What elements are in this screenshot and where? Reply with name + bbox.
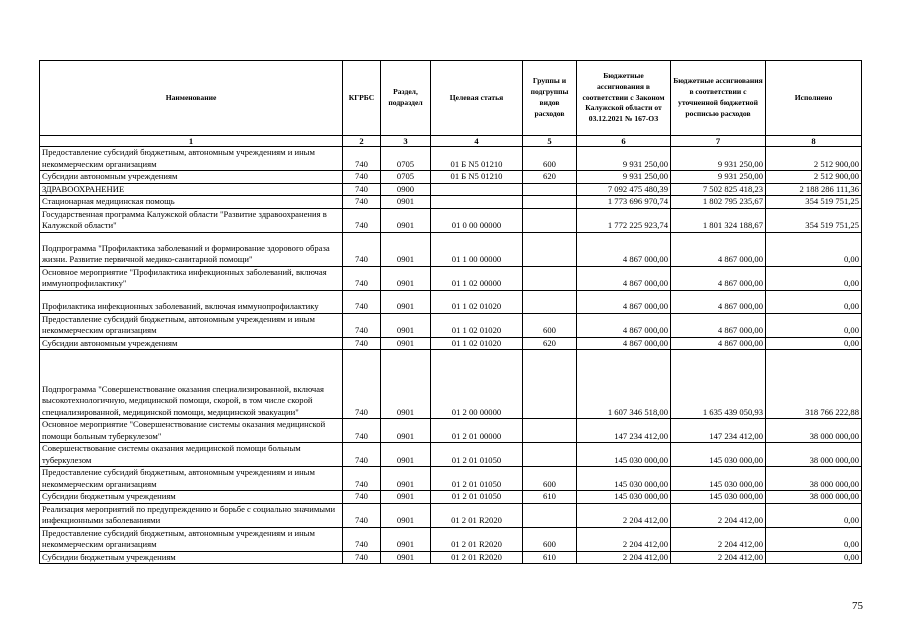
row-group: 600: [523, 467, 577, 491]
row-section: 0901: [381, 551, 431, 564]
budget-table: [39, 60, 862, 564]
row-budget-law: 4 867 000,00: [577, 266, 671, 290]
row-budget-refined: 9 931 250,00: [671, 171, 766, 184]
row-executed: 0,00: [766, 232, 862, 266]
table-row: [40, 290, 862, 313]
row-target: 01 2 00 00000: [431, 350, 523, 419]
row-budget-refined: 2 204 412,00: [671, 551, 766, 564]
row-target: [431, 183, 523, 196]
row-budget-refined: 2 204 412,00: [671, 527, 766, 551]
row-executed: 0,00: [766, 313, 862, 337]
row-kgrbs: 740: [343, 290, 381, 313]
row-target: 01 2 01 00000: [431, 419, 523, 443]
row-executed: 0,00: [766, 337, 862, 350]
table-row: [40, 527, 862, 551]
row-budget-refined: 145 030 000,00: [671, 443, 766, 467]
row-executed: 354 519 751,25: [766, 208, 862, 232]
header-groups: Группы и подгруппы видов расходов: [523, 61, 577, 136]
row-group: [523, 232, 577, 266]
header-budget-refined: Бюджетные ассигнования в соответствии с уточненной бюджетной росписью расходов: [671, 61, 766, 136]
row-kgrbs: 740: [343, 196, 381, 209]
page-number: 75: [852, 600, 863, 612]
row-name: Профилактика инфекционных заболеваний, включая иммунопрофилактику: [40, 290, 343, 313]
row-budget-law: 147 234 412,00: [577, 419, 671, 443]
row-budget-law: 145 030 000,00: [577, 491, 671, 504]
header-kgrbs: КГРБС: [343, 61, 381, 136]
row-section: 0901: [381, 337, 431, 350]
row-budget-law: 7 092 475 480,39: [577, 183, 671, 196]
table-row: [40, 443, 862, 467]
row-budget-law: 1 772 225 923,74: [577, 208, 671, 232]
row-section: 0901: [381, 232, 431, 266]
row-budget-law: 2 204 412,00: [577, 551, 671, 564]
row-section: 0901: [381, 208, 431, 232]
row-target: 01 0 00 00000: [431, 208, 523, 232]
row-name: Подпрограмма "Совершенствование оказания специализированной, включая высокотехнологичную, медицинской помощи, скорой, в том числе скорой специализированной, медицинской помощи, медицинской эвакуации": [40, 350, 343, 419]
row-section: 0901: [381, 350, 431, 419]
row-kgrbs: 740: [343, 419, 381, 443]
row-target: 01 Б N5 01210: [431, 147, 523, 171]
row-group: [523, 503, 577, 527]
row-section: 0901: [381, 527, 431, 551]
row-group: 620: [523, 337, 577, 350]
row-target: 01 2 01 01050: [431, 491, 523, 504]
row-name: Совершенствование системы оказания медицинской помощи больным туберкулезом: [40, 443, 343, 467]
table-row: [40, 419, 862, 443]
table-row: [40, 183, 862, 196]
row-budget-law: 4 867 000,00: [577, 290, 671, 313]
header-target: Целевая статья: [431, 61, 523, 136]
row-name: Субсидии автономным учреждениям: [40, 171, 343, 184]
header-executed: Исполнено: [766, 61, 862, 136]
row-name: Предоставление субсидий бюджетным, автономным учреждениям и иным некоммерческим организациям: [40, 313, 343, 337]
row-group: [523, 183, 577, 196]
row-section: 0901: [381, 503, 431, 527]
row-budget-refined: 2 204 412,00: [671, 503, 766, 527]
row-name: Предоставление субсидий бюджетным, автономным учреждениям и иным некоммерческим организациям: [40, 147, 343, 171]
row-name: Субсидии бюджетным учреждениям: [40, 551, 343, 564]
row-budget-law: 9 931 250,00: [577, 171, 671, 184]
row-budget-refined: 4 867 000,00: [671, 337, 766, 350]
row-target: [431, 196, 523, 209]
row-executed: 38 000 000,00: [766, 467, 862, 491]
row-name: Предоставление субсидий бюджетным, автономным учреждениям и иным некоммерческим организациям: [40, 527, 343, 551]
table-row: [40, 266, 862, 290]
row-target: 01 2 01 01050: [431, 467, 523, 491]
row-name: Подпрограмма "Профилактика заболеваний и формирование здорового образа жизни. Развитие первичной медико-санитарной помощи": [40, 232, 343, 266]
table-row: [40, 313, 862, 337]
table-row: [40, 503, 862, 527]
row-budget-law: 145 030 000,00: [577, 443, 671, 467]
row-budget-law: 4 867 000,00: [577, 232, 671, 266]
row-kgrbs: 740: [343, 491, 381, 504]
row-budget-refined: 1 802 795 235,67: [671, 196, 766, 209]
row-executed: 0,00: [766, 551, 862, 564]
row-kgrbs: 740: [343, 171, 381, 184]
row-name: Субсидии бюджетным учреждениям: [40, 491, 343, 504]
row-target: 01 2 01 01050: [431, 443, 523, 467]
row-budget-refined: 4 867 000,00: [671, 290, 766, 313]
row-budget-law: 145 030 000,00: [577, 467, 671, 491]
table-row: [40, 350, 862, 419]
table-row: [40, 337, 862, 350]
row-budget-refined: 1 801 324 188,67: [671, 208, 766, 232]
row-group: 600: [523, 527, 577, 551]
table-row: [40, 208, 862, 232]
row-name: ЗДРАВООХРАНЕНИЕ: [40, 183, 343, 196]
row-group: [523, 419, 577, 443]
row-name: Основное мероприятие "Совершенствование системы оказания медицинской помощи больным туберкулезом": [40, 419, 343, 443]
column-number: 5: [523, 136, 577, 147]
row-executed: 2 188 286 111,36: [766, 183, 862, 196]
row-budget-refined: 145 030 000,00: [671, 467, 766, 491]
table-row: [40, 171, 862, 184]
table-body: [40, 147, 862, 564]
row-budget-law: 1 773 696 970,74: [577, 196, 671, 209]
row-budget-refined: 7 502 825 418,23: [671, 183, 766, 196]
row-section: 0705: [381, 147, 431, 171]
row-budget-law: 2 204 412,00: [577, 527, 671, 551]
row-group: [523, 196, 577, 209]
row-executed: 38 000 000,00: [766, 443, 862, 467]
header-budget-law: Бюджетные ассигнования в соответствии с Законом Калужской области от 03.12.2021 № 167-ОЗ: [577, 61, 671, 136]
row-group: [523, 443, 577, 467]
column-number: 3: [381, 136, 431, 147]
row-name: Основное мероприятие "Профилактика инфекционных заболеваний, включая иммунопрофилактику": [40, 266, 343, 290]
row-target: 01 1 02 01020: [431, 290, 523, 313]
column-number: 7: [671, 136, 766, 147]
row-executed: 38 000 000,00: [766, 419, 862, 443]
row-section: 0901: [381, 419, 431, 443]
row-executed: 0,00: [766, 290, 862, 313]
row-kgrbs: 740: [343, 313, 381, 337]
row-target: 01 Б N5 01210: [431, 171, 523, 184]
row-executed: 2 512 900,00: [766, 171, 862, 184]
row-section: 0901: [381, 290, 431, 313]
row-kgrbs: 740: [343, 208, 381, 232]
column-number: 2: [343, 136, 381, 147]
row-executed: 0,00: [766, 503, 862, 527]
row-name: Реализация мероприятий по предупреждению и борьбе с социально значимыми инфекционными заболеваниями: [40, 503, 343, 527]
row-group: [523, 266, 577, 290]
row-kgrbs: 740: [343, 527, 381, 551]
row-kgrbs: 740: [343, 232, 381, 266]
row-budget-refined: 9 931 250,00: [671, 147, 766, 171]
row-executed: 318 766 222,88: [766, 350, 862, 419]
row-kgrbs: 740: [343, 350, 381, 419]
row-kgrbs: 740: [343, 266, 381, 290]
row-target: 01 2 01 R2020: [431, 551, 523, 564]
row-budget-law: 9 931 250,00: [577, 147, 671, 171]
row-section: 0901: [381, 266, 431, 290]
row-group: [523, 290, 577, 313]
row-kgrbs: 740: [343, 443, 381, 467]
row-target: 01 2 01 R2020: [431, 527, 523, 551]
row-section: 0901: [381, 467, 431, 491]
row-budget-refined: 4 867 000,00: [671, 313, 766, 337]
row-budget-refined: 4 867 000,00: [671, 266, 766, 290]
row-budget-law: 2 204 412,00: [577, 503, 671, 527]
row-executed: 2 512 900,00: [766, 147, 862, 171]
header-name: Наименование: [40, 61, 343, 136]
row-section: 0901: [381, 491, 431, 504]
row-kgrbs: 740: [343, 551, 381, 564]
row-executed: 38 000 000,00: [766, 491, 862, 504]
row-group: [523, 208, 577, 232]
row-budget-refined: 147 234 412,00: [671, 419, 766, 443]
row-budget-law: 4 867 000,00: [577, 337, 671, 350]
column-number: 1: [40, 136, 343, 147]
row-group: 610: [523, 551, 577, 564]
row-kgrbs: 740: [343, 503, 381, 527]
row-kgrbs: 740: [343, 467, 381, 491]
row-executed: 0,00: [766, 527, 862, 551]
row-name: Предоставление субсидий бюджетным, автономным учреждениям и иным некоммерческим организациям: [40, 467, 343, 491]
header-section: Раздел, подраздел: [381, 61, 431, 136]
row-name: Субсидии автономным учреждениям: [40, 337, 343, 350]
table-row: [40, 467, 862, 491]
row-target: 01 1 00 00000: [431, 232, 523, 266]
column-number: 8: [766, 136, 862, 147]
row-group: 600: [523, 313, 577, 337]
row-budget-law: 1 607 346 518,00: [577, 350, 671, 419]
row-budget-refined: 145 030 000,00: [671, 491, 766, 504]
row-target: 01 1 02 01020: [431, 313, 523, 337]
table-row: [40, 196, 862, 209]
column-number: 4: [431, 136, 523, 147]
table-row: [40, 551, 862, 564]
row-budget-law: 4 867 000,00: [577, 313, 671, 337]
row-group: 620: [523, 171, 577, 184]
row-section: 0900: [381, 183, 431, 196]
row-section: 0901: [381, 443, 431, 467]
row-group: 610: [523, 491, 577, 504]
table-row: [40, 232, 862, 266]
row-kgrbs: 740: [343, 183, 381, 196]
row-kgrbs: 740: [343, 337, 381, 350]
row-section: 0901: [381, 313, 431, 337]
row-kgrbs: 740: [343, 147, 381, 171]
row-name: Государственная программа Калужской области "Развитие здравоохранения в Калужской области": [40, 208, 343, 232]
row-target: 01 1 02 01020: [431, 337, 523, 350]
row-budget-refined: 4 867 000,00: [671, 232, 766, 266]
row-executed: 354 519 751,25: [766, 196, 862, 209]
row-section: 0705: [381, 171, 431, 184]
table-row: [40, 491, 862, 504]
row-budget-refined: 1 635 439 050,93: [671, 350, 766, 419]
table-row: [40, 147, 862, 171]
row-group: 600: [523, 147, 577, 171]
row-name: Стационарная медицинская помощь: [40, 196, 343, 209]
row-group: [523, 350, 577, 419]
row-executed: 0,00: [766, 266, 862, 290]
row-target: 01 2 01 R2020: [431, 503, 523, 527]
row-target: 01 1 02 00000: [431, 266, 523, 290]
column-number: 6: [577, 136, 671, 147]
row-section: 0901: [381, 196, 431, 209]
